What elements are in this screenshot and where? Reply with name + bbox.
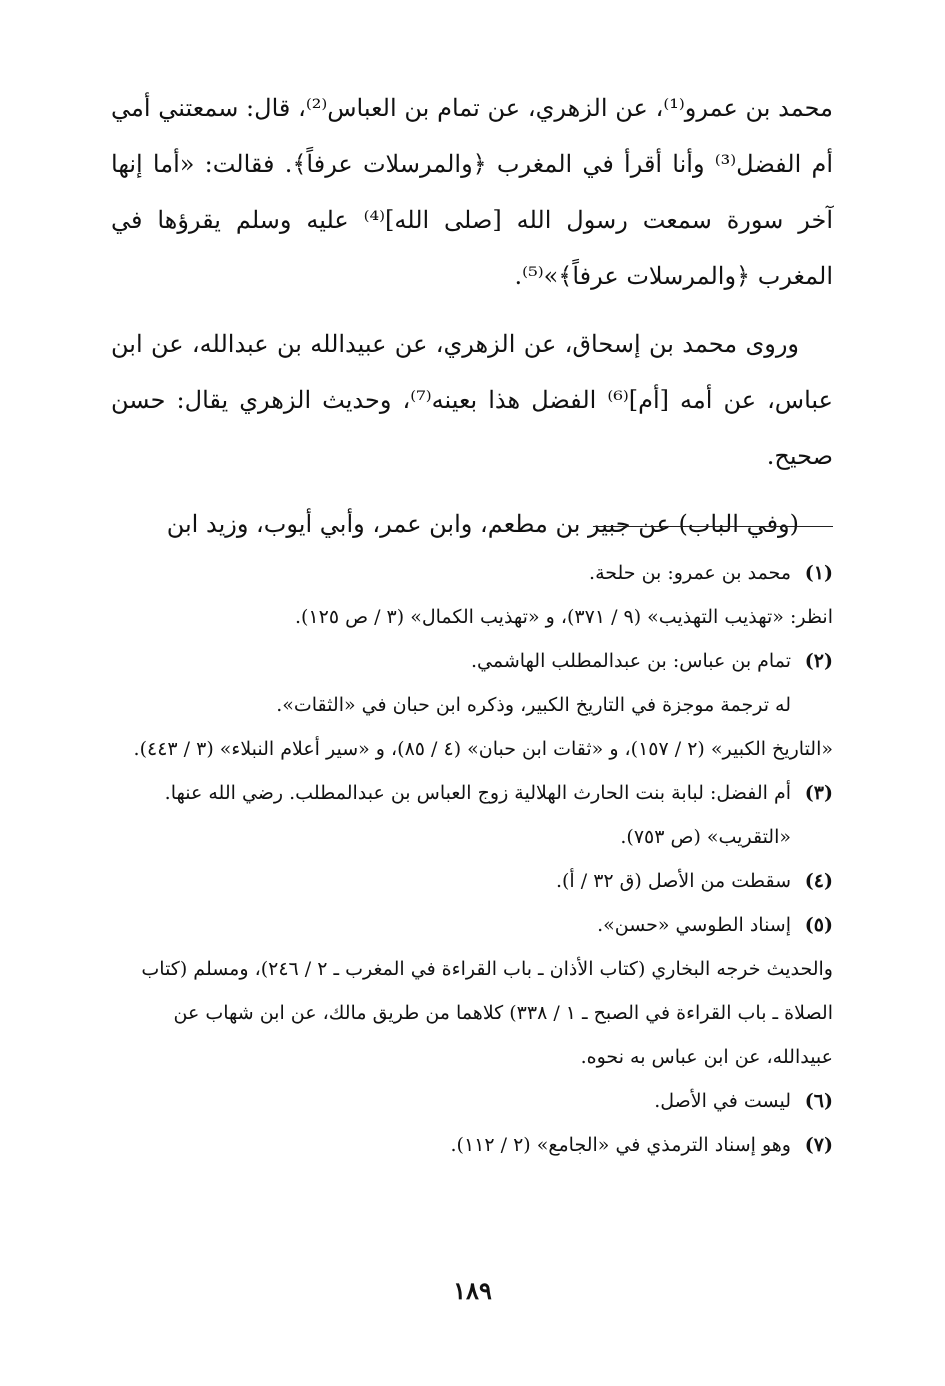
footnote-number: (٢): [804, 650, 833, 672]
main-paragraph-1: محمد بن عمرو⁽¹⁾، عن الزهري، عن تمام بن العباس⁽²⁾، قال: سمعتني أمي أم الفضل⁽³⁾ وأنا أقرأ في المغرب ﴿والمرسلات عرفاً﴾. فقالت: «أما إنها آخر سورة سمعت رسول الله [صلى الله]⁽⁴⁾ عليه وسلم يقرؤها في المغرب ﴿والمرسلات عرفاً﴾»⁽⁵⁾.: [111, 94, 834, 290]
footnote-4: [111, 859, 833, 903]
footnote-1: [111, 551, 833, 639]
footnote-text: تمام بن عباس: بن عبدالمطلب الهاشمي.: [470, 650, 791, 672]
footnote-text: إسناد الطوسي «حسن».: [597, 914, 791, 936]
footnote-number: (٦): [804, 1090, 833, 1112]
footnote-number: (٤): [804, 870, 833, 892]
main-paragraph-3: (وفي الباب) عن جبير بن مطعم، وابن عمر، وأبي أيوب، وزيد ابن: [166, 510, 799, 538]
footnote-2: [111, 639, 833, 771]
footnote-text: ليست في الأصل.: [654, 1090, 791, 1112]
footnote-text: محمد بن عمرو: بن حلحة.: [589, 562, 791, 584]
footnote-subline: «التقريب» (ص ٧٥٣).: [620, 826, 791, 848]
footnote-text: وهو إسناد الترمذي في «الجامع» (٢ / ١١٢).: [450, 1134, 791, 1156]
footnote-number: (٥): [804, 914, 833, 936]
footnote-text: سقطت من الأصل (ق ٣٢ / أ).: [555, 870, 791, 892]
footnote-3: [111, 771, 833, 859]
main-paragraph-2: وروى محمد بن إسحاق، عن الزهري، عن عبيدالله بن عبدالله، عن ابن عباس، عن أمه [أم]⁽⁶⁾ الفضل هذا بعينه⁽⁷⁾، وحديث الزهري يقال: حسن صحيح.: [111, 330, 833, 470]
footnote-number: (١): [804, 562, 833, 584]
footnote-5: [111, 903, 833, 1079]
footnote-subline: «التاريخ الكبير» (٢ / ١٥٧)، و «ثقات ابن حبان» (٤ / ٨٥)، و «سير أعلام النبلاء» (٣ / ٤٤٣).: [133, 738, 833, 760]
footnote-subline: له ترجمة موجزة في التاريخ الكبير، وذكره ابن حبان في «الثقات».: [276, 694, 791, 716]
footnote-text: أم الفضل: لبابة بنت الحارث الهلالية زوج العباس بن عبدالمطلب. رضي الله عنها.: [164, 782, 791, 804]
footnote-number: (٧): [804, 1134, 833, 1156]
footnote-subline: انظر: «تهذيب التهذيب» (٩ / ٣٧١)، و «تهذيب الكمال» (٣ / ص ١٢٥).: [294, 606, 833, 628]
footnote-number: (٣): [804, 782, 833, 804]
footnote-divider: [593, 526, 833, 527]
main-text: [111, 80, 833, 564]
footnote-6: [111, 1079, 833, 1123]
footnote-7: [111, 1123, 833, 1167]
footnote-subline: والحديث خرجه البخاري (كتاب الأذان ـ باب القراءة في المغرب ـ ٢ / ٢٤٦)، ومسلم (كتاب الصلاة ـ باب القراءة في الصبح ـ ١ / ٣٣٨) كلاهما من طريق مالك، عن ابن شهاب عن عبيدالله، عن ابن عباس به نحوه.: [141, 958, 833, 1068]
page-number: ١٨٩: [453, 1276, 492, 1305]
footnotes: [111, 551, 833, 1167]
